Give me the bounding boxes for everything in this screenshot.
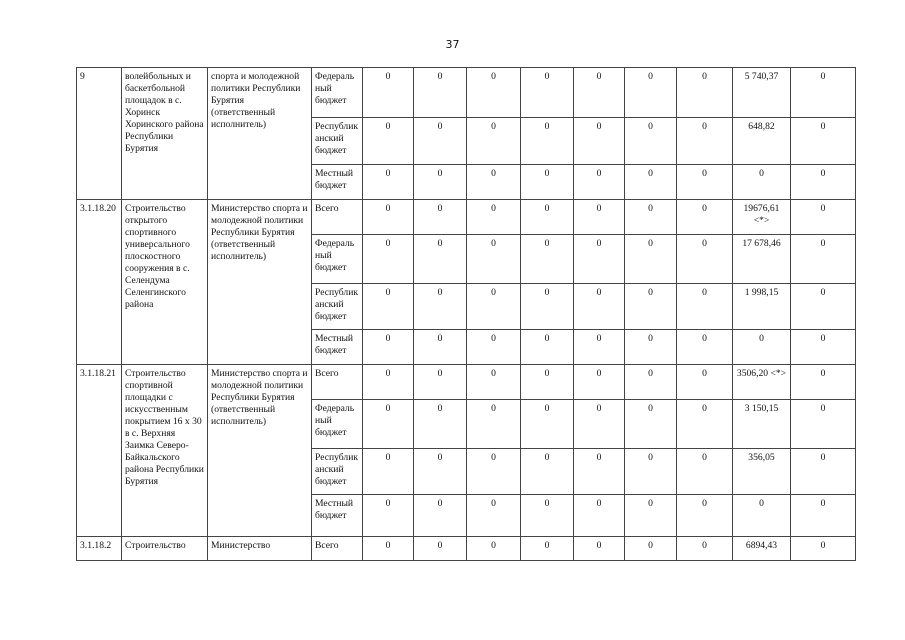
amount-cell: 0	[625, 365, 677, 400]
table-row	[77, 200, 856, 235]
amount-cell: 0	[733, 330, 791, 365]
amount-cell: 0	[677, 365, 733, 400]
funding-source: Республиканский бюджет	[312, 118, 363, 165]
amount-cell: 0	[574, 165, 625, 200]
amount-cell: 3 150,15	[733, 400, 791, 449]
amount-cell: 0	[363, 200, 414, 235]
amount-cell: 0	[467, 68, 521, 118]
amount-cell: 0	[467, 235, 521, 284]
amount-cell: 0	[467, 449, 521, 495]
row-code: 3.1.18.2	[77, 537, 122, 561]
amount-cell: 0	[625, 68, 677, 118]
table-row	[77, 365, 856, 400]
amount-cell: 0	[574, 118, 625, 165]
amount-cell: 5 740,37	[733, 68, 791, 118]
amount-cell: 0	[521, 165, 574, 200]
amount-cell: 0	[677, 449, 733, 495]
amount-cell: 0	[363, 537, 414, 561]
amount-cell: 0	[467, 165, 521, 200]
amount-cell: 1 998,15	[733, 284, 791, 330]
amount-cell: 0	[467, 537, 521, 561]
amount-cell: 0	[677, 537, 733, 561]
amount-cell: 0	[521, 200, 574, 235]
amount-cell: 0	[521, 284, 574, 330]
funding-source: Местный бюджет	[312, 330, 363, 365]
measure-name: Строительство спортивной площадки с искусственным покрытием 16 х 30 в с. Верхняя Заимка Северо-Байкальского района Республики Бурятия	[122, 365, 208, 537]
amount-cell: 0	[733, 495, 791, 537]
amount-cell: 0	[733, 165, 791, 200]
amount-cell: 0	[625, 449, 677, 495]
amount-cell: 0	[625, 165, 677, 200]
funding-source: Местный бюджет	[312, 495, 363, 537]
amount-cell: 0	[467, 495, 521, 537]
amount-cell: 0	[574, 235, 625, 284]
responsible-executor: спорта и молодежной политики Республики Бурятия (ответственный исполнитель)	[208, 68, 312, 200]
amount-cell: 0	[363, 330, 414, 365]
amount-cell: 0	[677, 400, 733, 449]
funding-source: Республиканский бюджет	[312, 284, 363, 330]
row-code: 9	[77, 68, 122, 200]
amount-cell: 0	[677, 330, 733, 365]
amount-cell: 0	[791, 400, 856, 449]
amount-cell: 0	[363, 495, 414, 537]
funding-source: Федеральный бюджет	[312, 235, 363, 284]
funding-source: Всего	[312, 200, 363, 235]
table-body	[77, 68, 856, 561]
amount-cell: 0	[467, 365, 521, 400]
amount-cell: 0	[574, 449, 625, 495]
amount-cell: 0	[574, 495, 625, 537]
amount-cell: 0	[363, 365, 414, 400]
amount-cell: 0	[363, 400, 414, 449]
amount-cell: 19676,61 <*>	[733, 200, 791, 235]
amount-cell: 17 678,46	[733, 235, 791, 284]
funding-source: Федеральный бюджет	[312, 400, 363, 449]
amount-cell: 0	[363, 68, 414, 118]
amount-cell: 0	[363, 118, 414, 165]
amount-cell: 0	[625, 235, 677, 284]
amount-cell: 0	[363, 449, 414, 495]
amount-cell: 0	[414, 449, 467, 495]
amount-cell: 356,05	[733, 449, 791, 495]
amount-cell: 648,82	[733, 118, 791, 165]
amount-cell: 0	[414, 68, 467, 118]
table-row	[77, 68, 856, 118]
amount-cell: 0	[521, 449, 574, 495]
amount-cell: 0	[574, 330, 625, 365]
amount-cell: 0	[521, 330, 574, 365]
amount-cell: 0	[791, 284, 856, 330]
amount-cell: 0	[791, 449, 856, 495]
amount-cell: 0	[414, 495, 467, 537]
amount-cell: 0	[521, 68, 574, 118]
amount-cell: 0	[791, 118, 856, 165]
amount-cell: 0	[521, 400, 574, 449]
row-code: 3.1.18.21	[77, 365, 122, 537]
amount-cell: 0	[467, 330, 521, 365]
amount-cell: 0	[791, 365, 856, 400]
amount-cell: 0	[791, 235, 856, 284]
amount-cell: 0	[791, 537, 856, 561]
amount-cell: 0	[467, 118, 521, 165]
amount-cell: 0	[791, 165, 856, 200]
amount-cell: 0	[363, 235, 414, 284]
table-row	[77, 537, 856, 561]
amount-cell: 0	[677, 284, 733, 330]
funding-source: Республиканский бюджет	[312, 449, 363, 495]
amount-cell: 0	[677, 200, 733, 235]
amount-cell: 0	[574, 68, 625, 118]
amount-cell: 0	[467, 200, 521, 235]
amount-cell: 0	[791, 495, 856, 537]
amount-cell: 0	[677, 235, 733, 284]
amount-cell: 0	[791, 330, 856, 365]
amount-cell: 0	[363, 284, 414, 330]
amount-cell: 0	[414, 235, 467, 284]
amount-cell: 0	[414, 118, 467, 165]
amount-cell: 6894,43	[733, 537, 791, 561]
amount-cell: 3506,20 <*>	[733, 365, 791, 400]
measure-name: волейбольных и баскетбольной площадок в с. Хоринск Хоринского района Республики Бурятия	[122, 68, 208, 200]
amount-cell: 0	[414, 284, 467, 330]
responsible-executor: Министерство спорта и молодежной политики Республики Бурятия (ответственный исполнитель)	[208, 200, 312, 365]
amount-cell: 0	[521, 495, 574, 537]
amount-cell: 0	[467, 284, 521, 330]
measure-name: Строительство открытого спортивного универсального плоскостного сооружения в с. Селендума Селенгинского района	[122, 200, 208, 365]
amount-cell: 0	[625, 537, 677, 561]
measure-name: Строительство	[122, 537, 208, 561]
amount-cell: 0	[625, 284, 677, 330]
amount-cell: 0	[677, 495, 733, 537]
amount-cell: 0	[625, 200, 677, 235]
amount-cell: 0	[574, 365, 625, 400]
amount-cell: 0	[467, 400, 521, 449]
amount-cell: 0	[414, 200, 467, 235]
funding-source: Федеральный бюджет	[312, 68, 363, 118]
budget-table	[76, 67, 856, 561]
amount-cell: 0	[625, 118, 677, 165]
amount-cell: 0	[677, 68, 733, 118]
amount-cell: 0	[521, 365, 574, 400]
amount-cell: 0	[414, 330, 467, 365]
amount-cell: 0	[625, 330, 677, 365]
amount-cell: 0	[625, 495, 677, 537]
amount-cell: 0	[574, 537, 625, 561]
amount-cell: 0	[574, 400, 625, 449]
amount-cell: 0	[363, 165, 414, 200]
responsible-executor: Министерство	[208, 537, 312, 561]
amount-cell: 0	[791, 68, 856, 118]
funding-source: Местный бюджет	[312, 165, 363, 200]
amount-cell: 0	[521, 235, 574, 284]
page-number: 37	[445, 38, 460, 51]
amount-cell: 0	[574, 284, 625, 330]
amount-cell: 0	[677, 118, 733, 165]
amount-cell: 0	[414, 400, 467, 449]
amount-cell: 0	[791, 200, 856, 235]
amount-cell: 0	[521, 118, 574, 165]
amount-cell: 0	[521, 537, 574, 561]
amount-cell: 0	[414, 165, 467, 200]
row-code: 3.1.18.20	[77, 200, 122, 365]
amount-cell: 0	[574, 200, 625, 235]
funding-source: Всего	[312, 537, 363, 561]
responsible-executor: Министерство спорта и молодежной политики Республики Бурятия (ответственный исполнитель)	[208, 365, 312, 537]
amount-cell: 0	[414, 537, 467, 561]
amount-cell: 0	[677, 165, 733, 200]
funding-source: Всего	[312, 365, 363, 400]
amount-cell: 0	[625, 400, 677, 449]
amount-cell: 0	[414, 365, 467, 400]
